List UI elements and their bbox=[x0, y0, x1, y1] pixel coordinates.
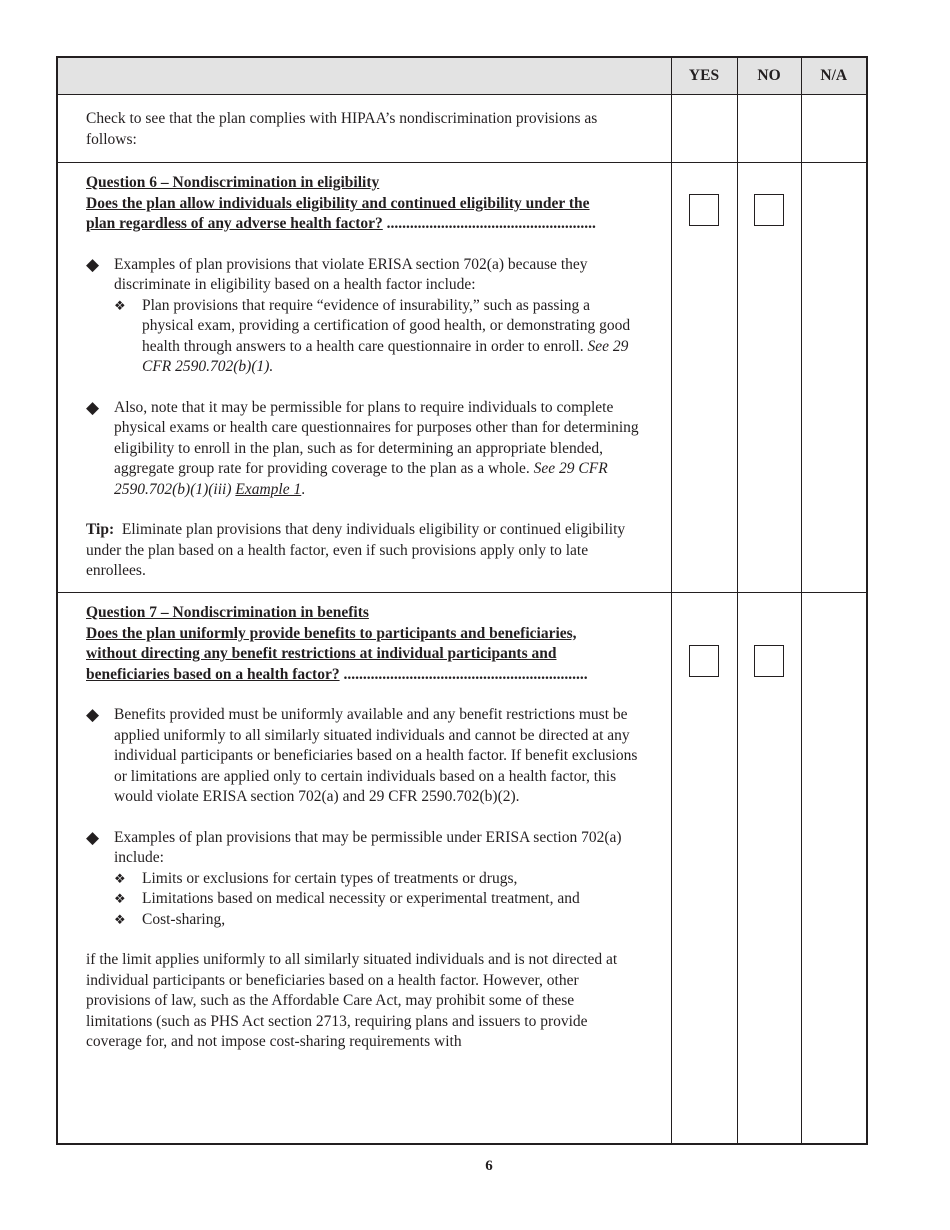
q7-sub-bullet bbox=[114, 910, 643, 931]
diamond-bullet-icon: ◆ bbox=[86, 254, 100, 274]
question-7-row bbox=[57, 593, 867, 1145]
q6-bullet-2-text: Also, note that it may be permissible for plans to require individuals to complete physical exams or health care questionnaires for purposes other than for determining eligibility to enroll in the plan, such as for determining an appropriate blended, aggregate group rate for providing coverage to the plan as a whole. bbox=[114, 398, 639, 477]
header-blank bbox=[57, 57, 671, 95]
q6-bullet-2-example: Example 1 bbox=[235, 480, 302, 498]
q7-na-cell bbox=[801, 593, 867, 1145]
fleuron-bullet-icon: ❖ bbox=[114, 891, 126, 906]
q7-title: Question 7 – Nondiscrimination in benefits bbox=[86, 604, 369, 621]
q6-sub-bullet-cite: See 29 CFR 2590.702(b)(1). bbox=[142, 337, 629, 375]
header-yes: YES bbox=[671, 57, 737, 95]
q7-no-checkbox[interactable] bbox=[754, 645, 784, 677]
diamond-bullet-icon: ◆ bbox=[86, 397, 100, 417]
q6-tip-label: Tip: bbox=[86, 521, 115, 538]
intro-text: Check to see that the plan complies with HIPAA’s nondiscrimination provisions as follows: bbox=[86, 110, 598, 148]
q6-sub-bullet bbox=[114, 296, 643, 378]
q6-question-line2: plan regardless of any adverse health factor? bbox=[86, 215, 383, 232]
q7-sub-bullet-text: Limits or exclusions for certain types of treatments or drugs, bbox=[142, 869, 518, 887]
q6-yes-checkbox[interactable] bbox=[689, 194, 719, 226]
q7-yes-checkbox[interactable] bbox=[689, 645, 719, 677]
header-row bbox=[57, 57, 867, 95]
q7-bullet-2-text: Examples of plan provisions that may be permissible under ERISA section 702(a) include: bbox=[114, 828, 622, 866]
q6-bullet-1 bbox=[86, 255, 643, 378]
q6-question-line1: Does the plan allow individuals eligibility and continued eligibility under the bbox=[86, 194, 590, 212]
diamond-bullet-icon: ◆ bbox=[86, 705, 100, 724]
q7-bullet-1 bbox=[86, 705, 643, 808]
page-number: 6 bbox=[485, 1158, 493, 1174]
q7-bullet-2 bbox=[86, 828, 643, 931]
intro-row bbox=[57, 95, 867, 163]
checklist-table bbox=[56, 56, 868, 1145]
q6-title: Question 6 – Nondiscrimination in eligibility bbox=[86, 174, 380, 191]
q7-sub-bullet-text: Cost-sharing, bbox=[142, 910, 226, 928]
fleuron-bullet-icon: ❖ bbox=[114, 911, 126, 927]
q7-sub-bullet-text: Limitations based on medical necessity or experimental treatment, and bbox=[142, 890, 580, 907]
header-no: NO bbox=[737, 57, 801, 95]
q6-na-cell bbox=[801, 163, 867, 593]
q7-question-line2: without directing any benefit restrictions at individual participants and bbox=[86, 645, 557, 662]
q7-question-line3: beneficiaries based on a health factor? bbox=[86, 665, 340, 683]
q6-bullet-2: ◆ Also, note that it may be permissible for plans to require individuals to complete physical exams or health care questionnaires for purposes other than for determining eligibility to enroll in the plan, such as for determining an appropriate blended, aggregate group rate for providing coverage to the plan as a whole. See 29 CFR 2590.702(b)(1)(iii) Example 1. bbox=[86, 398, 643, 501]
q7-question-line1: Does the plan uniformly provide benefits to participants and beneficiaries, bbox=[86, 624, 577, 642]
q7-sub-bullet bbox=[114, 889, 643, 910]
q7-closing-text: if the limit applies uniformly to all similarly situated individuals and is not directed at individual participants or beneficiaries based on a health factor. However, other provisions of law, such as the Affordable Care Act, may prohibit some of these limitations (such as PHS Act section 2713, requiring plans and issuers to provide coverage for, and not impose cost-sharing requirements with bbox=[86, 951, 618, 1050]
question-6-row bbox=[57, 163, 867, 593]
q6-bullet-2-cite: See 29 CFR 2590.702(b)(1)(iii) bbox=[114, 460, 608, 498]
q6-dots: ...................................................... bbox=[382, 215, 596, 232]
fleuron-bullet-icon: ❖ bbox=[114, 297, 126, 313]
q7-sub-bullet bbox=[114, 869, 643, 890]
fleuron-bullet-icon: ❖ bbox=[114, 870, 126, 886]
header-na: N/A bbox=[801, 57, 867, 95]
q6-tip bbox=[86, 520, 643, 582]
diamond-bullet-icon: ◆ bbox=[86, 827, 100, 847]
q6-sub-bullet-text: Plan provisions that require “evidence of insurability,” such as passing a physical exam, providing a certification of good health, or demonstrating good health through answers to a health care questionnaire in order to enroll. bbox=[142, 296, 631, 355]
q6-tip-text: Eliminate plan provisions that deny individuals eligibility or continued eligibility under the plan based on a health factor, even if such provisions apply only to late enrollees. bbox=[86, 521, 626, 579]
q7-dots: ............................................................... bbox=[339, 665, 588, 683]
q6-bullet-1-text: Examples of plan provisions that violate ERISA section 702(a) because they discriminate in eligibility based on a health factor include: bbox=[114, 255, 588, 293]
q6-no-checkbox[interactable] bbox=[754, 194, 784, 226]
q7-bullet-1-text: Benefits provided must be uniformly available and any benefit restrictions must be applied uniformly to all similarly situated individuals and cannot be directed at any individual participants or beneficiaries based on a health factor. If benefit exclusions or limitations are applied only to certain individuals based on a health factor, this would violate ERISA section 702(a) and 29 CFR 2590.702(b)(2). bbox=[114, 706, 638, 805]
